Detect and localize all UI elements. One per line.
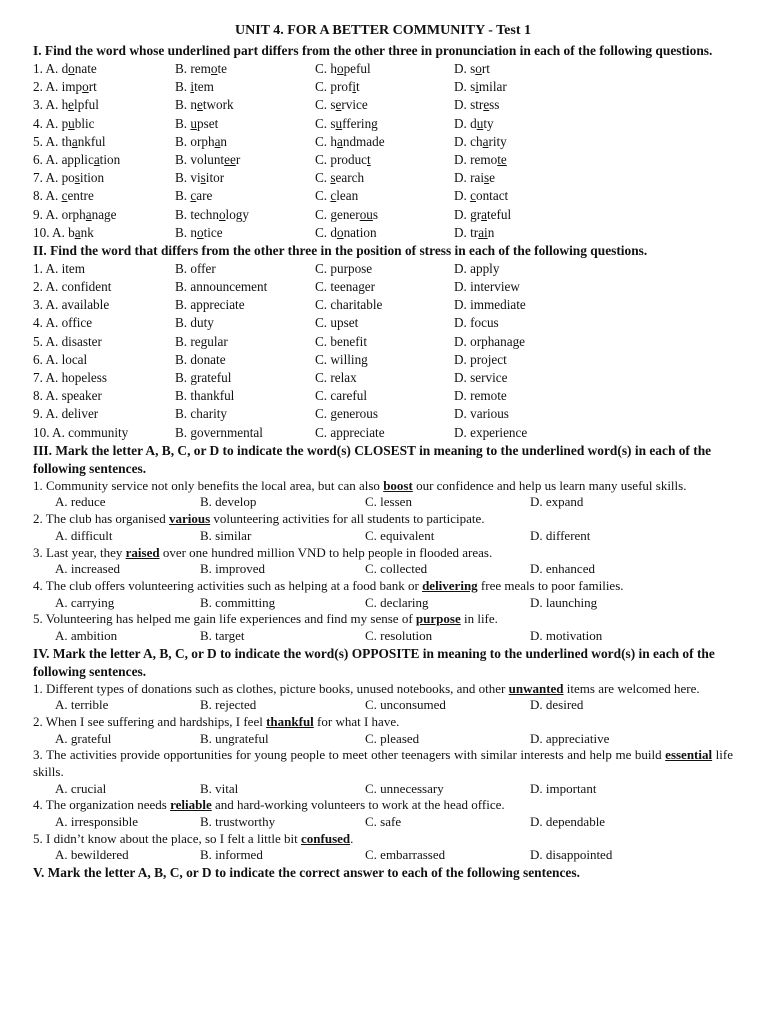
question-row bbox=[33, 387, 733, 405]
option: B. appreciate bbox=[175, 297, 245, 313]
section-4-heading: IV. Mark the letter A, B, C, or D to indicate the word(s) OPPOSITE in meaning to the underlined word(s) in each of the following sentences. bbox=[33, 645, 715, 679]
option: D. duty bbox=[454, 115, 494, 131]
underlined-part: e bbox=[483, 97, 490, 113]
answer-option: D. launching bbox=[530, 594, 598, 610]
answer-option: A. irresponsible bbox=[55, 814, 139, 830]
option: D. focus bbox=[454, 315, 499, 331]
option: 3. A. available bbox=[33, 297, 110, 313]
underlined-part: a bbox=[93, 151, 100, 167]
underlined-part: o bbox=[336, 61, 344, 76]
underlined-part: i bbox=[352, 79, 357, 95]
answer-option: B. target bbox=[200, 627, 245, 643]
option: C. handmade bbox=[315, 133, 385, 149]
question-row bbox=[33, 351, 733, 369]
option: 7. A. hopeless bbox=[33, 370, 107, 385]
question-text: 5. Volunteering has helped me gain life experiences and find my sense of purpose in life. bbox=[33, 611, 498, 627]
underlined-part: a bbox=[481, 206, 487, 222]
underlined-keyword: essential bbox=[665, 747, 713, 763]
underlined-part: u bbox=[476, 115, 484, 131]
option: C. charitable bbox=[315, 297, 383, 313]
answer-option: D. appreciative bbox=[530, 730, 610, 746]
option: 6. A. local bbox=[33, 351, 88, 367]
underlined-part: c bbox=[190, 188, 197, 204]
option: D. contact bbox=[454, 188, 509, 204]
answer-option: A. crucial bbox=[55, 780, 107, 796]
answer-option: A. reduce bbox=[55, 494, 106, 510]
underlined-part: c bbox=[61, 188, 68, 204]
answer-option: B. vital bbox=[200, 780, 239, 796]
question-row bbox=[33, 96, 733, 114]
underlined-part: a bbox=[85, 206, 92, 222]
question-row bbox=[33, 224, 733, 242]
answer-option: D. disappointed bbox=[530, 847, 613, 863]
answer-option: D. enhanced bbox=[530, 561, 595, 577]
answer-option: D. different bbox=[530, 527, 591, 543]
option: B. charity bbox=[175, 406, 228, 422]
answer-options bbox=[33, 847, 733, 864]
option: C. hopeful bbox=[315, 61, 371, 76]
option: D. remote bbox=[454, 151, 507, 167]
question-row bbox=[33, 278, 733, 296]
underlined-part: e bbox=[68, 97, 75, 113]
answer-options bbox=[33, 731, 733, 748]
answer-option: C. declaring bbox=[365, 594, 429, 610]
option: B. volunteer bbox=[175, 151, 241, 167]
underlined-part: s bbox=[330, 170, 336, 186]
option: C. search bbox=[315, 170, 365, 186]
option: 8. A. speaker bbox=[33, 388, 102, 404]
option: 2. A. import bbox=[33, 79, 97, 95]
answer-option: C. lessen bbox=[365, 494, 412, 510]
underlined-keyword: delivering bbox=[422, 577, 478, 593]
underlined-part: ai bbox=[478, 224, 488, 240]
option: 10. A. bank bbox=[33, 224, 94, 240]
option: C. product bbox=[315, 151, 371, 167]
answer-option: D. expand bbox=[530, 494, 584, 510]
underlined-part: a bbox=[214, 133, 221, 149]
underlined-part: o bbox=[475, 61, 482, 76]
underlined-part: a bbox=[74, 224, 81, 240]
option: D. train bbox=[454, 224, 495, 240]
option: C. service bbox=[315, 97, 368, 113]
option: D. orphanage bbox=[454, 333, 526, 349]
answer-option: B. rejected bbox=[200, 697, 257, 713]
option: B. upset bbox=[175, 115, 219, 131]
option: 10. A. community bbox=[33, 424, 129, 440]
underlined-part: s bbox=[200, 170, 206, 186]
option: B. grateful bbox=[175, 370, 232, 385]
underlined-part: s bbox=[74, 170, 80, 186]
option: B. offer bbox=[175, 260, 216, 276]
answer-option: A. grateful bbox=[55, 730, 112, 746]
question-row bbox=[33, 60, 733, 78]
option: D. remote bbox=[454, 388, 507, 404]
underlined-part: s bbox=[484, 170, 490, 186]
answer-option: A. bewildered bbox=[55, 847, 129, 863]
answer-option: B. develop bbox=[200, 494, 257, 510]
underlined-part: te bbox=[497, 151, 507, 167]
option: D. sort bbox=[454, 61, 490, 76]
option: D. raise bbox=[454, 170, 496, 186]
section-2-heading: II. Find the word that differs from the other three in the position of stress in each of the following questions. bbox=[33, 242, 648, 258]
option: D. stress bbox=[454, 97, 500, 113]
answer-option: A. difficult bbox=[55, 527, 113, 543]
underlined-keyword: various bbox=[169, 511, 211, 527]
option: 5. A. thankful bbox=[33, 133, 106, 149]
section-2-questions bbox=[33, 260, 733, 442]
option: C. generous bbox=[315, 406, 378, 422]
question-text: 4. The club offers volunteering activities such as helping at a food bank or delivering free meals to poor families. bbox=[33, 577, 624, 593]
question-text: 2. When I see suffering and hardships, I feel thankful for what I have. bbox=[33, 714, 400, 730]
question-row bbox=[33, 115, 733, 133]
question-row bbox=[33, 78, 733, 96]
option: 9. A. orphanage bbox=[33, 206, 117, 222]
underlined-part: t bbox=[367, 151, 371, 167]
underlined-part: a bbox=[482, 133, 489, 149]
answer-options bbox=[33, 561, 733, 578]
answer-option: B. improved bbox=[200, 561, 265, 577]
option: B. donate bbox=[175, 351, 226, 367]
answer-option: D. important bbox=[530, 780, 597, 796]
option: 8. A. centre bbox=[33, 188, 94, 204]
question-row bbox=[33, 133, 733, 151]
option: C. donation bbox=[315, 224, 377, 240]
answer-options bbox=[33, 528, 733, 545]
answer-options bbox=[33, 781, 733, 798]
answer-options bbox=[33, 697, 733, 714]
option: C. suffering bbox=[315, 115, 378, 131]
answer-option: C. embarrassed bbox=[365, 847, 446, 863]
underlined-part: ee bbox=[224, 151, 236, 167]
question-row bbox=[33, 296, 733, 314]
option: B. orphan bbox=[175, 133, 228, 149]
page-title: UNIT 4. FOR A BETTER COMMUNITY - Test 1 bbox=[235, 23, 531, 38]
question-row bbox=[33, 187, 733, 205]
answer-option: D. desired bbox=[530, 697, 584, 713]
underlined-keyword: thankful bbox=[266, 714, 314, 730]
underlined-part: u bbox=[190, 115, 197, 131]
answer-option: D. dependable bbox=[530, 814, 606, 830]
option: C. benefit bbox=[315, 333, 368, 349]
answer-option: C. equivalent bbox=[365, 527, 435, 543]
answer-option: C. unnecessary bbox=[365, 780, 444, 796]
answer-option: B. trustworthy bbox=[200, 814, 276, 830]
option: 9. A. deliver bbox=[33, 406, 99, 422]
question-text: 2. The club has organised various volunteering activities for all students to participate. bbox=[33, 511, 485, 527]
question-row bbox=[33, 333, 733, 351]
question-row bbox=[33, 424, 733, 442]
option: B. visitor bbox=[175, 170, 225, 186]
option: C. upset bbox=[315, 315, 359, 331]
underlined-part: o bbox=[68, 61, 75, 76]
option: D. immediate bbox=[454, 297, 526, 313]
underlined-keyword: reliable bbox=[170, 797, 212, 813]
option: 3. A. helpful bbox=[33, 97, 99, 113]
option: D. project bbox=[454, 351, 507, 367]
answer-option: B. similar bbox=[200, 527, 252, 543]
option: 7. A. position bbox=[33, 170, 105, 186]
section-1-heading: I. Find the word whose underlined part differs from the other three in pronunciation in each of the following questions. bbox=[33, 43, 713, 58]
underlined-part: o bbox=[82, 79, 89, 95]
question-text: 3. Last year, they raised over one hundred million VND to help people in flooded areas. bbox=[33, 544, 493, 560]
option: D. interview bbox=[454, 279, 520, 295]
answer-option: A. carrying bbox=[55, 594, 115, 610]
option: C. careful bbox=[315, 388, 367, 404]
answer-options bbox=[33, 814, 733, 831]
option: D. apply bbox=[454, 260, 500, 276]
option: B. item bbox=[175, 79, 214, 95]
option: D. service bbox=[454, 370, 508, 385]
option: 2. A. confident bbox=[33, 279, 112, 295]
question-row bbox=[33, 369, 733, 387]
underlined-part: i bbox=[190, 79, 195, 95]
underlined-part: a bbox=[336, 133, 343, 149]
question-text: 4. The organization needs reliable and hard-working volunteers to work at the head office. bbox=[33, 797, 505, 813]
underlined-keyword: raised bbox=[125, 544, 160, 560]
option: C. teenager bbox=[315, 279, 376, 295]
option: B. notice bbox=[175, 224, 223, 240]
question-text: 1. Different types of donations such as clothes, picture books, unused notebooks, and other unwanted items are welcomed here. bbox=[33, 680, 700, 696]
answer-option: C. pleased bbox=[365, 730, 420, 746]
answer-option: A. terrible bbox=[55, 697, 109, 713]
option: C. profit bbox=[315, 79, 360, 95]
underlined-part: o bbox=[210, 61, 218, 76]
underlined-keyword: boost bbox=[383, 477, 413, 493]
answer-option: C. collected bbox=[365, 561, 428, 577]
option: 1. A. item bbox=[33, 260, 86, 276]
underlined-part: e bbox=[196, 97, 203, 113]
underlined-part: i bbox=[475, 79, 479, 95]
section-3-heading: III. Mark the letter A, B, C, or D to indicate the word(s) CLOSEST in meaning to the underlined word(s) in each of the following sentences. bbox=[33, 442, 712, 476]
worksheet-page bbox=[33, 22, 733, 882]
option: B. regular bbox=[175, 333, 228, 349]
option: D. similar bbox=[454, 79, 507, 95]
answer-option: B. ungrateful bbox=[200, 730, 269, 746]
answer-option: B. informed bbox=[200, 847, 263, 863]
section-1-questions bbox=[33, 60, 733, 242]
option: D. experience bbox=[454, 424, 528, 440]
answer-options bbox=[33, 628, 733, 645]
underlined-part: o bbox=[218, 206, 226, 222]
option: C. appreciate bbox=[315, 424, 385, 440]
option: B. remote bbox=[175, 61, 228, 76]
option: 1. A. donate bbox=[33, 61, 97, 76]
underlined-keyword: unwanted bbox=[508, 680, 564, 696]
option: 4. A. public bbox=[33, 115, 95, 131]
underlined-keyword: purpose bbox=[415, 611, 461, 627]
underlined-part: c bbox=[470, 188, 476, 204]
question-text: 3. The activities provide opportunities for young people to meet other teenagers with similar interests and help me build essential life skills. bbox=[33, 747, 733, 780]
underlined-part: a bbox=[71, 133, 78, 149]
underlined-keyword: confused bbox=[301, 830, 351, 846]
option: 6. A. application bbox=[33, 151, 121, 167]
option: C. purpose bbox=[315, 260, 373, 276]
question-row bbox=[33, 151, 733, 169]
question-text: 1. Community service not only benefits the local area, but can also boost our confidence and help us learn many useful skills. bbox=[33, 477, 687, 493]
question-row bbox=[33, 206, 733, 224]
option: B. duty bbox=[175, 315, 214, 331]
answer-option: A. increased bbox=[55, 561, 120, 577]
option: B. technology bbox=[175, 206, 249, 222]
answer-option: A. ambition bbox=[55, 627, 118, 643]
option: B. governmental bbox=[175, 424, 263, 440]
option: C. generous bbox=[315, 206, 379, 222]
option: C. willing bbox=[315, 351, 368, 367]
underlined-part: e bbox=[335, 97, 342, 113]
underlined-part: ou bbox=[359, 206, 373, 222]
option: B. network bbox=[175, 97, 234, 113]
underlined-part: u bbox=[335, 115, 343, 131]
section-4-questions bbox=[33, 681, 733, 865]
option: C. clean bbox=[315, 188, 359, 204]
question-row bbox=[33, 314, 733, 332]
underlined-part: o bbox=[336, 224, 344, 240]
option: D. various bbox=[454, 406, 509, 422]
question-row bbox=[33, 260, 733, 278]
option: D. grateful bbox=[454, 206, 512, 222]
option: B. care bbox=[175, 188, 213, 204]
answer-option: B. committing bbox=[200, 594, 276, 610]
underlined-part: c bbox=[330, 188, 337, 204]
option: C. relax bbox=[315, 370, 357, 385]
section-3-questions bbox=[33, 478, 733, 645]
option: D. charity bbox=[454, 133, 507, 149]
answer-option: C. resolution bbox=[365, 627, 433, 643]
answer-option: C. unconsumed bbox=[365, 697, 446, 713]
answer-option: D. motivation bbox=[530, 627, 603, 643]
underlined-part: u bbox=[68, 115, 75, 131]
option: B. thankful bbox=[175, 388, 235, 404]
answer-option: C. safe bbox=[365, 814, 402, 830]
option: 4. A. office bbox=[33, 315, 93, 331]
option: 5. A. disaster bbox=[33, 333, 102, 349]
answer-options bbox=[33, 494, 733, 511]
question-row bbox=[33, 405, 733, 423]
section-5-heading: V. Mark the letter A, B, C, or D to indicate the correct answer to each of the following sentences. bbox=[33, 865, 580, 881]
question-text: 5. I didn’t know about the place, so I felt a little bit confused. bbox=[33, 830, 354, 846]
underlined-part: o bbox=[196, 224, 204, 240]
option: B. announcement bbox=[175, 279, 268, 295]
question-row bbox=[33, 169, 733, 187]
answer-options bbox=[33, 595, 733, 612]
